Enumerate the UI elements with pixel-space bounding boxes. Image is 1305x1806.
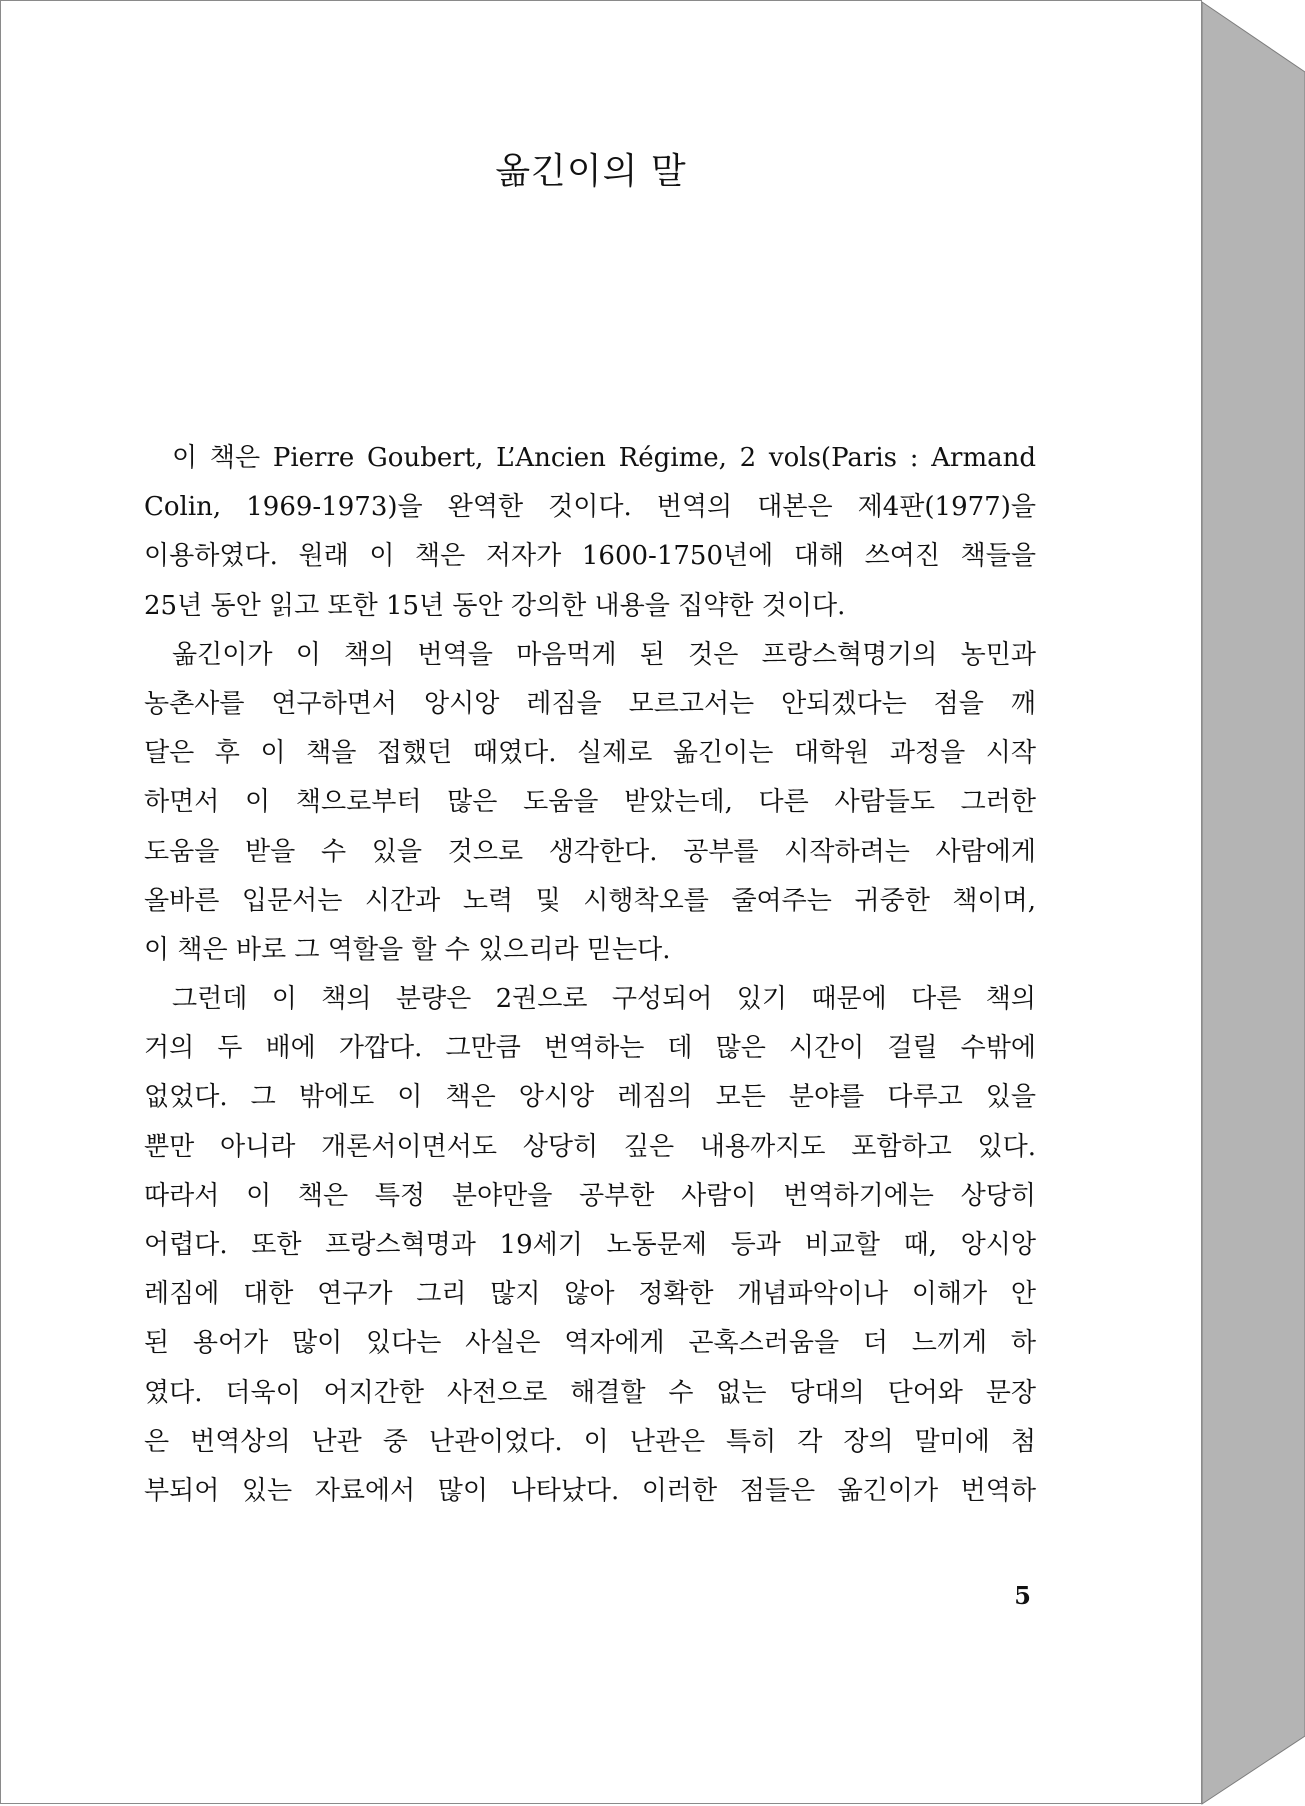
text-line: 농촌사를 연구하면서 앙시앙 레짐을 모르고서는 안되겠다는 점을 깨 <box>144 688 1036 719</box>
text-line: 레짐에 대한 연구가 그리 많지 않아 정확한 개념파악이나 이해가 안 <box>144 1279 1036 1310</box>
text-line: Colin, 1969-1973)을 완역한 것이다. 번역의 대본은 제4판(1977)을 <box>144 492 1036 523</box>
text-line: 이 책은 Pierre Goubert, L’Ancien Régime, 2 vols(Paris : Armand <box>172 443 1036 473</box>
text-line: 하면서 이 책으로부터 많은 도움을 받았는데, 다른 사람들도 그러한 <box>144 787 1036 818</box>
text-line: 였다. 더욱이 어지간한 사전으로 해결할 수 없는 당대의 단어와 문장 <box>144 1377 1036 1408</box>
text-line: 된 용어가 많이 있다는 사실은 역자에게 곤혹스러움을 더 느끼게 하 <box>144 1328 1036 1359</box>
text-line: 옮긴이가 이 책의 번역을 마음먹게 된 것은 프랑스혁명기의 농민과 <box>172 639 1036 670</box>
page-number: 5 <box>1014 1581 1031 1610</box>
text-line: 어렵다. 또한 프랑스혁명과 19세기 노동문제 등과 비교할 때, 앙시앙 <box>144 1230 1036 1260</box>
text-line: 달은 후 이 책을 접했던 때였다. 실제로 옮긴이는 대학원 과정을 시작 <box>144 738 1036 769</box>
paragraph-2 <box>144 631 1036 975</box>
body-text <box>144 434 1036 1516</box>
text-line: 부되어 있는 자료에서 많이 나타났다. 이러한 점들은 옮긴이가 번역하 <box>144 1475 1036 1506</box>
paragraph-3 <box>144 975 1036 1516</box>
text-line: 뿐만 아니라 개론서이면서도 상당히 깊은 내용까지도 포함하고 있다. <box>144 1131 1036 1162</box>
text-line: 이 책은 바로 그 역할을 할 수 있으리라 믿는다. <box>144 934 671 965</box>
text-line: 이용하였다. 원래 이 책은 저자가 1600-1750년에 대해 쓰여진 책들을 <box>144 541 1036 572</box>
text-line: 그런데 이 책의 분량은 2권으로 구성되어 있기 때문에 다른 책의 <box>172 984 1036 1015</box>
text-line: 25년 동안 읽고 또한 15년 동안 강의한 내용을 집약한 것이다. <box>144 590 846 621</box>
paragraph-1 <box>144 434 1036 631</box>
text-line: 은 번역상의 난관 중 난관이었다. 이 난관은 특히 각 장의 말미에 첨 <box>144 1426 1036 1457</box>
text-line: 따라서 이 책은 특정 분야만을 공부한 사람이 번역하기에는 상당히 <box>144 1180 1036 1211</box>
text-line: 거의 두 배에 가깝다. 그만큼 번역하는 데 많은 시간이 걸릴 수밖에 <box>144 1033 1036 1064</box>
page-title: 옮긴이의 말 <box>495 151 687 192</box>
text-line: 없었다. 그 밖에도 이 책은 앙시앙 레짐의 모든 분야를 다루고 있을 <box>144 1082 1036 1113</box>
text-line: 올바른 입문서는 시간과 노력 및 시행착오를 줄여주는 귀중한 책이며, <box>144 885 1036 916</box>
text-line: 도움을 받을 수 있을 것으로 생각한다. 공부를 시작하려는 사람에게 <box>144 836 1036 867</box>
